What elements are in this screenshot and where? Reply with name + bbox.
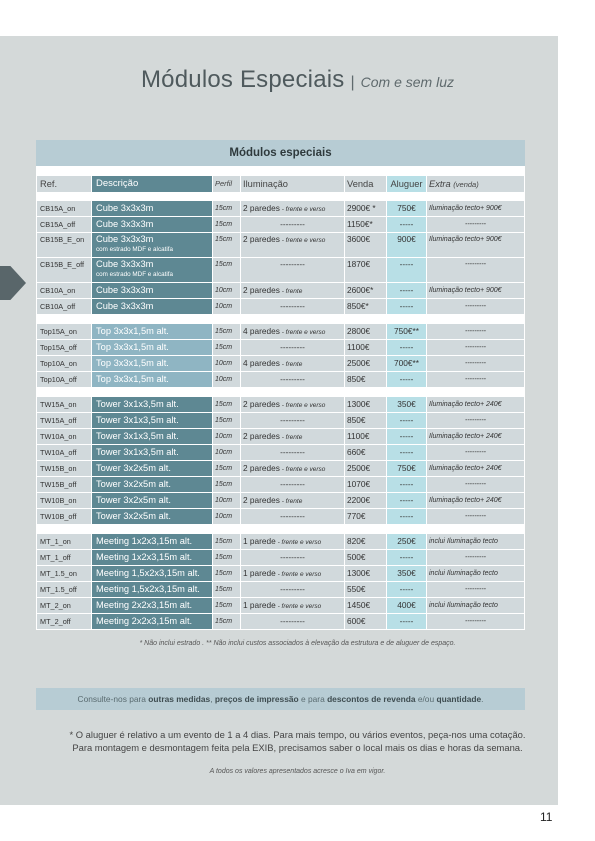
cell-aluguer: ----- [387, 445, 426, 460]
cell-ilum [241, 397, 344, 412]
cell-desc-main: Meeting 1x2x3,15m alt. [96, 536, 193, 546]
cell-ilum-main: --------- [280, 511, 305, 521]
cell-desc-main: Tower 3x1x3,5m alt. [96, 399, 179, 409]
col-header-ilum: Iluminação [241, 176, 344, 192]
cell-extra: Iluminação tecto+ 240€ [427, 397, 524, 412]
cell-ilum-main: 2 paredes [243, 203, 280, 213]
cell-aluguer: 700€** [387, 356, 426, 371]
cell-perfil: 15cm [213, 598, 240, 613]
cell-desc [92, 324, 212, 339]
cell-perfil: 15cm [213, 477, 240, 492]
cell-ilum-main: --------- [280, 479, 305, 489]
cell-ilum-main: --------- [280, 415, 305, 425]
cell-ref: CB15B_E_on [37, 233, 91, 257]
cell-desc-sub: com estrado MDF e alcatifa [96, 246, 173, 253]
table-row [36, 397, 525, 412]
table-row [36, 324, 525, 339]
cell-desc-main: Tower 3x1x3,5m alt. [96, 431, 179, 441]
cell-extra: Iluminação tecto+ 240€ [427, 429, 524, 444]
cell-ilum-note: - frente e verso [279, 466, 326, 473]
cell-desc-main: Meeting 2x2x3,15m alt. [96, 600, 193, 610]
cell-aluguer: ----- [387, 509, 426, 524]
cell-ilum [241, 340, 344, 355]
cell-aluguer: 250€ [387, 534, 426, 549]
cell-ref: TW15B_on [37, 461, 91, 476]
cell-venda: 2900€ * [345, 201, 386, 216]
consult-banner [36, 688, 525, 710]
cell-ref: TW10A_on [37, 429, 91, 444]
table-row [36, 233, 525, 257]
cell-extra: --------- [427, 258, 524, 282]
cell-ilum [241, 233, 344, 257]
table-header-row [36, 176, 525, 191]
cell-extra: --------- [427, 477, 524, 492]
cell-aluguer: ----- [387, 550, 426, 565]
cell-ilum [241, 356, 344, 371]
cell-perfil: 10cm [213, 299, 240, 314]
table-row [36, 461, 525, 476]
title-separator: | [350, 74, 355, 91]
cell-ilum-note: - frente e verso [275, 603, 322, 610]
cell-ref: CB10A_on [37, 283, 91, 298]
col-header-extra-label: Extra [429, 179, 451, 189]
cell-desc [92, 582, 212, 597]
cell-desc [92, 461, 212, 476]
cell-ilum [241, 372, 344, 387]
cell-venda: 1100€ [345, 340, 386, 355]
cell-ref: MT_1.5_on [37, 566, 91, 581]
cell-desc [92, 340, 212, 355]
cell-venda: 1150€* [345, 217, 386, 232]
cell-perfil: 15cm [213, 461, 240, 476]
table-row [36, 413, 525, 428]
cell-ilum-main: --------- [280, 447, 305, 457]
cell-extra: inclui Iluminação tecto [427, 534, 524, 549]
cell-ilum-main: 2 paredes [243, 463, 280, 473]
cell-venda: 1100€ [345, 429, 386, 444]
cell-desc-main: Tower 3x2x5m alt. [96, 511, 171, 521]
cell-ilum-main: 2 paredes [243, 431, 280, 441]
cell-desc [92, 233, 212, 257]
cell-extra: --------- [427, 413, 524, 428]
title-subtitle: Com e sem luz [360, 74, 454, 90]
cell-ilum-main: --------- [280, 616, 305, 626]
cell-aluguer: ----- [387, 283, 426, 298]
cell-ilum-note: - frente e verso [275, 571, 322, 578]
cell-ilum [241, 283, 344, 298]
cell-desc-sub: com estrado MDF e alcatifa [96, 271, 173, 278]
cell-ref: TW15A_on [37, 397, 91, 412]
cell-extra: --------- [427, 445, 524, 460]
title-main: Módulos Especiais [140, 66, 345, 93]
table-row [36, 356, 525, 371]
consult-print-prices: preços de impressão [214, 694, 299, 704]
table-row [36, 509, 525, 524]
cell-aluguer: ----- [387, 582, 426, 597]
footnote: * Não inclui estrado . ** Não inclui custos associados à elevação da estrutura e de aluguer de espaço. [139, 640, 456, 647]
cell-ref: MT_1_on [37, 534, 91, 549]
cell-extra: Iluminação tecto+ 240€ [427, 493, 524, 508]
cell-ref: Top10A_off [37, 372, 91, 387]
cell-desc-main: Cube 3x3x3m [96, 219, 154, 229]
cell-perfil: 10cm [213, 356, 240, 371]
consult-measures: outras medidas [148, 694, 211, 704]
cell-ilum-note: - frente [279, 498, 303, 505]
cell-extra: Iluminação tecto+ 240€ [427, 461, 524, 476]
cell-extra: Iluminação tecto+ 900€ [427, 233, 524, 257]
cell-extra: Iluminação tecto+ 900€ [427, 201, 524, 216]
cell-ilum [241, 217, 344, 232]
cell-venda: 850€ [345, 413, 386, 428]
cell-perfil: 10cm [213, 429, 240, 444]
cell-ilum-note: - frente e verso [279, 402, 326, 409]
cell-desc-main: Tower 3x1x3,5m alt. [96, 415, 179, 425]
consult-text: e/ou [415, 694, 437, 704]
col-header-perfil: Perfil [213, 176, 240, 192]
cell-desc-main: Meeting 1x2x3,15m alt. [96, 552, 193, 562]
cell-venda: 2500€ [345, 461, 386, 476]
rental-note-line1: * O aluguer é relativo a um evento de 1 a 4 dias. Para mais tempo, ou vários eventos, peça-nos uma cotação. [69, 729, 526, 740]
cell-desc [92, 217, 212, 232]
table-row [36, 598, 525, 613]
cell-venda: 500€ [345, 550, 386, 565]
cell-ref: CB10A_off [37, 299, 91, 314]
cell-venda: 2500€ [345, 356, 386, 371]
cell-ilum [241, 550, 344, 565]
cell-desc [92, 614, 212, 629]
cell-aluguer: ----- [387, 429, 426, 444]
cell-perfil: 15cm [213, 258, 240, 282]
cell-venda: 1070€ [345, 477, 386, 492]
cell-desc-main: Cube 3x3x3m [96, 203, 154, 213]
cell-ref: Top15A_off [37, 340, 91, 355]
table-row [36, 493, 525, 508]
rental-note-line2: Para montagem e desmontagem feita pela EXIB, precisamos saber o local mais os dias e horas da semana. [72, 742, 523, 753]
cell-perfil: 15cm [213, 534, 240, 549]
cell-extra: --------- [427, 509, 524, 524]
cell-venda: 1300€ [345, 397, 386, 412]
consult-text: , [210, 694, 215, 704]
iva-note: A todos os valores apresentados acresce o Iva em vigor. [209, 768, 386, 775]
cell-venda: 550€ [345, 582, 386, 597]
cell-extra: --------- [427, 550, 524, 565]
table-row [36, 614, 525, 629]
cell-desc [92, 372, 212, 387]
cell-desc-main: Cube 3x3x3m [96, 234, 154, 244]
cell-venda: 820€ [345, 534, 386, 549]
table-row [36, 477, 525, 492]
cell-ilum-note: - frente e verso [275, 539, 322, 546]
table-row [36, 429, 525, 444]
cell-venda: 600€ [345, 614, 386, 629]
price-table [36, 166, 525, 630]
table-row [36, 201, 525, 216]
cell-desc [92, 509, 212, 524]
cell-extra: --------- [427, 356, 524, 371]
cell-perfil: 10cm [213, 493, 240, 508]
cell-ilum [241, 582, 344, 597]
cell-desc [92, 598, 212, 613]
table-row [36, 217, 525, 232]
cell-venda: 2600€* [345, 283, 386, 298]
cell-ilum-main: --------- [280, 219, 305, 229]
cell-extra: --------- [427, 614, 524, 629]
cell-perfil: 15cm [213, 233, 240, 257]
cell-ilum-main: --------- [280, 259, 305, 269]
cell-ref: CB15A_on [37, 201, 91, 216]
cell-aluguer: 750€** [387, 324, 426, 339]
cell-ilum-main: 2 paredes [243, 285, 280, 295]
cell-desc-main: Top 3x3x1,5m alt. [96, 358, 169, 368]
cell-ilum-note: - frente e verso [279, 206, 326, 213]
cell-ref: TW10B_off [37, 509, 91, 524]
cell-desc-main: Top 3x3x1,5m alt. [96, 326, 169, 336]
table-row [36, 534, 525, 549]
cell-desc [92, 477, 212, 492]
cell-ilum [241, 429, 344, 444]
cell-perfil: 10cm [213, 509, 240, 524]
cell-ilum [241, 461, 344, 476]
col-header-venda: Venda [345, 176, 386, 192]
cell-desc [92, 356, 212, 371]
cell-perfil: 15cm [213, 201, 240, 216]
cell-desc [92, 258, 212, 282]
cell-aluguer: ----- [387, 413, 426, 428]
cell-desc [92, 566, 212, 581]
cell-ilum [241, 413, 344, 428]
cell-ref: TW15A_off [37, 413, 91, 428]
rental-note [0, 728, 595, 754]
cell-perfil: 15cm [213, 397, 240, 412]
table-row [36, 283, 525, 298]
cell-venda: 850€* [345, 299, 386, 314]
cell-ilum-main: --------- [280, 374, 305, 384]
cell-perfil: 10cm [213, 372, 240, 387]
cell-desc-main: Top 3x3x1,5m alt. [96, 374, 169, 384]
cell-extra: Iluminação tecto+ 900€ [427, 283, 524, 298]
cell-extra: inclui Iluminação tecto [427, 598, 524, 613]
cell-extra: --------- [427, 324, 524, 339]
cell-perfil: 15cm [213, 413, 240, 428]
cell-ilum-note: - frente e verso [279, 237, 326, 244]
cell-ilum [241, 534, 344, 549]
cell-aluguer: ----- [387, 614, 426, 629]
cell-venda: 1870€ [345, 258, 386, 282]
cell-desc-main: Tower 3x2x5m alt. [96, 495, 171, 505]
cell-ilum-main: 4 paredes [243, 358, 280, 368]
cell-desc [92, 283, 212, 298]
cell-ilum [241, 324, 344, 339]
consult-resale-discounts: descontos de revenda [327, 694, 416, 704]
consult-text: Consulte-nos para [77, 694, 149, 704]
cell-ilum-note: - frente e verso [279, 329, 326, 336]
cell-ref: CB15A_off [37, 217, 91, 232]
cell-ilum [241, 201, 344, 216]
cell-ilum-note: - frente [279, 288, 303, 295]
cell-aluguer: 750€ [387, 201, 426, 216]
cell-aluguer: ----- [387, 217, 426, 232]
cell-extra: --------- [427, 340, 524, 355]
cell-ilum-main: --------- [280, 584, 305, 594]
cell-ref: MT_1_off [37, 550, 91, 565]
cell-aluguer: 900€ [387, 233, 426, 257]
cell-ilum-main: --------- [280, 552, 305, 562]
cell-ref: MT_1.5_off [37, 582, 91, 597]
cell-aluguer: ----- [387, 340, 426, 355]
cell-ilum-note: - frente [279, 361, 303, 368]
cell-ilum [241, 258, 344, 282]
cell-venda: 3600€ [345, 233, 386, 257]
cell-ilum-main: 4 paredes [243, 326, 280, 336]
cell-ref: TW10A_off [37, 445, 91, 460]
col-header-extra [427, 176, 524, 192]
cell-ilum [241, 493, 344, 508]
cell-venda: 770€ [345, 509, 386, 524]
col-header-ref: Ref. [37, 176, 91, 192]
cell-desc [92, 201, 212, 216]
cell-perfil: 10cm [213, 445, 240, 460]
cell-desc [92, 445, 212, 460]
cell-desc-main: Meeting 2x2x3,15m alt. [96, 616, 193, 626]
cell-perfil: 15cm [213, 324, 240, 339]
cell-ref: TW10B_on [37, 493, 91, 508]
table-row [36, 566, 525, 581]
cell-ilum-main: 1 parede [243, 536, 276, 546]
cell-aluguer: ----- [387, 477, 426, 492]
cell-perfil: 15cm [213, 614, 240, 629]
cell-aluguer: 750€ [387, 461, 426, 476]
cell-venda: 1300€ [345, 566, 386, 581]
cell-aluguer: ----- [387, 372, 426, 387]
cell-aluguer: ----- [387, 493, 426, 508]
cell-venda: 1450€ [345, 598, 386, 613]
cell-ilum-main: 2 paredes [243, 234, 280, 244]
cell-perfil: 15cm [213, 566, 240, 581]
cell-desc-main: Top 3x3x1,5m alt. [96, 342, 169, 352]
cell-venda: 660€ [345, 445, 386, 460]
col-header-extra-sub: (venda) [453, 180, 479, 189]
cell-ref: Top15A_on [37, 324, 91, 339]
cell-desc-main: Meeting 1,5x2x3,15m alt. [96, 568, 200, 578]
cell-aluguer: ----- [387, 258, 426, 282]
cell-desc [92, 550, 212, 565]
cell-desc [92, 397, 212, 412]
col-header-desc: Descrição [92, 176, 212, 192]
cell-desc-main: Tower 3x1x3,5m alt. [96, 447, 179, 457]
cell-perfil: 15cm [213, 340, 240, 355]
cell-desc [92, 413, 212, 428]
consult-quantity: quantidade [436, 694, 482, 704]
cell-ilum-main: 1 parede [243, 600, 276, 610]
cell-ilum [241, 445, 344, 460]
cell-ilum-main: 1 parede [243, 568, 276, 578]
cell-perfil: 15cm [213, 217, 240, 232]
cell-venda: 2800€ [345, 324, 386, 339]
cell-desc [92, 493, 212, 508]
table-row [36, 258, 525, 282]
cell-ilum-note: - frente [279, 434, 303, 441]
cell-ref: Top10A_on [37, 356, 91, 371]
consult-text: . [481, 694, 484, 704]
cell-desc [92, 429, 212, 444]
cell-extra: --------- [427, 372, 524, 387]
cell-desc-main: Tower 3x2x5m alt. [96, 479, 171, 489]
cell-aluguer: 400€ [387, 598, 426, 613]
table-row [36, 445, 525, 460]
consult-text: e para [298, 694, 328, 704]
cell-desc-main: Cube 3x3x3m [96, 285, 154, 295]
cell-desc-main: Meeting 1,5x2x3,15m alt. [96, 584, 200, 594]
cell-perfil: 15cm [213, 582, 240, 597]
cell-extra: inclui Iluminação tecto [427, 566, 524, 581]
table-row [36, 582, 525, 597]
page-title [0, 66, 595, 94]
cell-desc-main: Tower 3x2x5m alt. [96, 463, 171, 473]
table-row [36, 372, 525, 387]
cell-aluguer: 350€ [387, 397, 426, 412]
cell-aluguer: ----- [387, 299, 426, 314]
cell-ilum [241, 509, 344, 524]
cell-ref: CB15B_E_off [37, 258, 91, 282]
cell-perfil: 10cm [213, 283, 240, 298]
cell-desc [92, 534, 212, 549]
cell-extra: --------- [427, 299, 524, 314]
cell-venda: 850€ [345, 372, 386, 387]
cell-ref: MT_2_off [37, 614, 91, 629]
table-caption: Módulos especiais [36, 140, 525, 166]
table-row [36, 550, 525, 565]
cell-ilum [241, 614, 344, 629]
cell-ilum-main: 2 paredes [243, 495, 280, 505]
cell-ilum [241, 566, 344, 581]
table-row [36, 340, 525, 355]
cell-ref: MT_2_on [37, 598, 91, 613]
cell-ilum-main: --------- [280, 301, 305, 311]
cell-ref: TW15B_off [37, 477, 91, 492]
cell-extra: --------- [427, 217, 524, 232]
cell-ilum-main: --------- [280, 342, 305, 352]
col-header-aluguer: Aluguer [387, 176, 426, 192]
cell-desc [92, 299, 212, 314]
cell-perfil: 15cm [213, 550, 240, 565]
cell-extra: --------- [427, 582, 524, 597]
cell-ilum [241, 477, 344, 492]
table-row [36, 299, 525, 314]
cell-ilum [241, 299, 344, 314]
cell-venda: 2200€ [345, 493, 386, 508]
cell-ilum-main: 2 paredes [243, 399, 280, 409]
cell-desc-main: Cube 3x3x3m [96, 259, 154, 269]
cell-ilum [241, 598, 344, 613]
cell-aluguer: 350€ [387, 566, 426, 581]
page-number: 11 [540, 810, 553, 824]
cell-desc-main: Cube 3x3x3m [96, 301, 154, 311]
